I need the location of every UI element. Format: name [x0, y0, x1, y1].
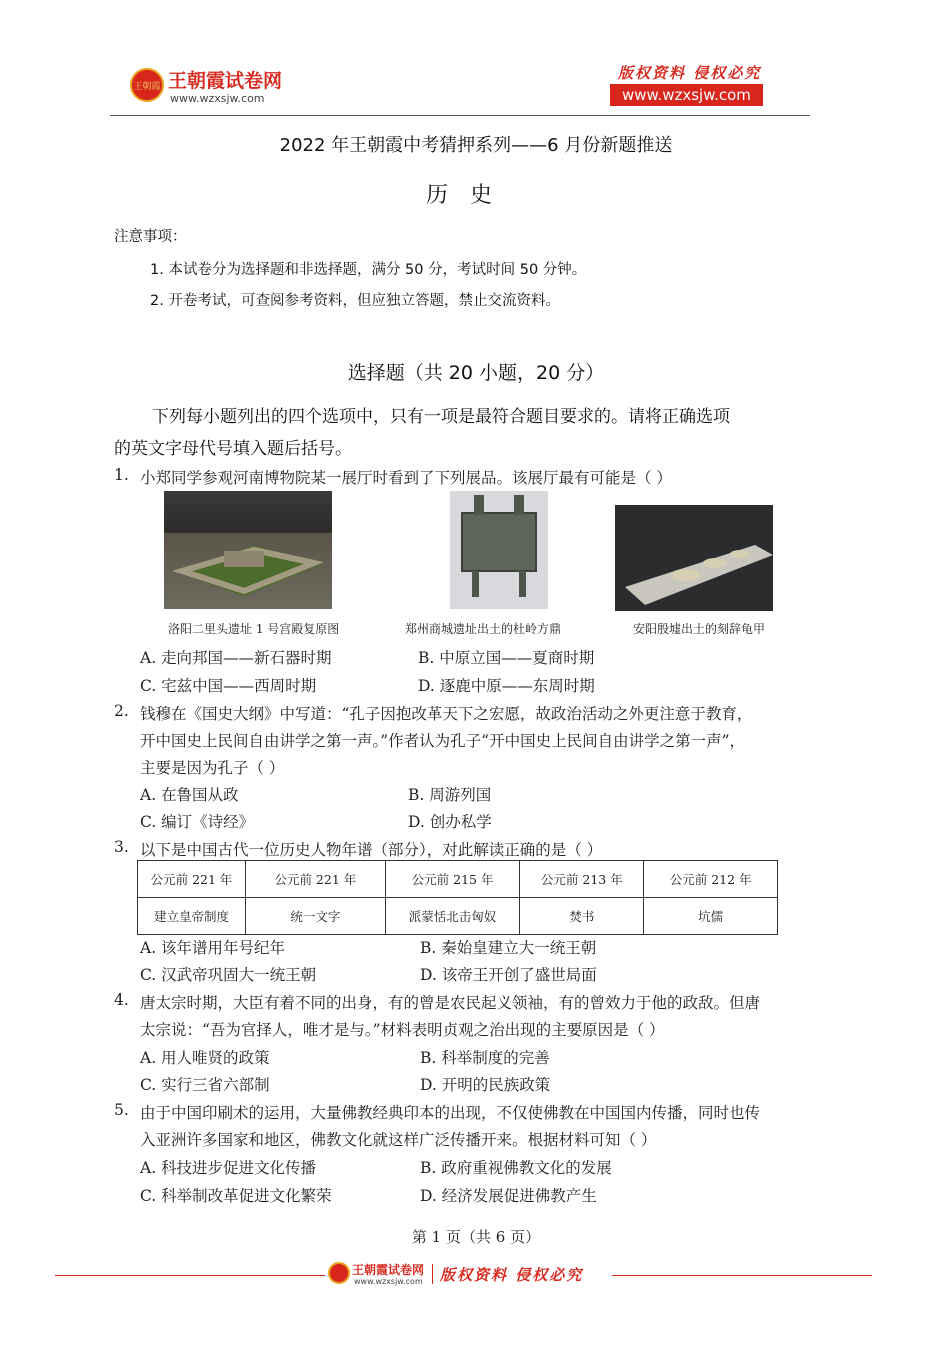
q3-option-c[interactable]: C. 汉武帝巩固大一统王朝 — [140, 966, 317, 984]
q4-option-a[interactable]: A. 用人唯贤的政策 — [140, 1049, 270, 1067]
table-cell: 建立皇帝制度 — [138, 898, 246, 935]
brand-logo — [130, 68, 164, 102]
q1-option-c[interactable]: C. 宅兹中国——西周时期 — [140, 677, 317, 695]
q3-option-d[interactable]: D. 该帝王开创了盛世局面 — [420, 966, 597, 984]
q5-number: 5. — [114, 1101, 129, 1119]
q4-option-d[interactable]: D. 开明的民族政策 — [420, 1076, 551, 1094]
notice-item-1: 1. 本试卷分为选择题和非选择题，满分 50 分，考试时间 50 分钟。 — [150, 262, 587, 278]
brand-url[interactable]: www.wzxsjw.com — [170, 92, 265, 105]
palace-model-image — [164, 491, 332, 609]
header-divider — [110, 115, 810, 116]
q3-option-b[interactable]: B. 秦始皇建立大一统王朝 — [420, 939, 597, 957]
table-row — [138, 861, 778, 898]
intro-line-2: 的英文字母代号填入题后括号。 — [114, 439, 352, 459]
bronze-ding-photo — [450, 491, 548, 609]
page-number: 第 1 页（共 6 页） — [411, 1228, 541, 1246]
q4-option-b[interactable]: B. 科举制度的完善 — [420, 1049, 550, 1067]
q2-option-b[interactable]: B. 周游列国 — [408, 786, 492, 804]
oracle-bone-image — [615, 505, 773, 611]
q4-number: 4. — [114, 991, 129, 1009]
url-badge[interactable]: www.wzxsjw.com — [610, 84, 763, 106]
q3-option-a[interactable]: A. 该年谱用年号纪年 — [140, 939, 286, 957]
chronology-table — [137, 860, 778, 935]
q5-option-b[interactable]: B. 政府重视佛教文化的发展 — [420, 1159, 612, 1177]
table-cell: 公元前 215 年 — [385, 861, 520, 898]
q5-option-d[interactable]: D. 经济发展促进佛教产生 — [420, 1187, 597, 1205]
q2-option-c[interactable]: C. 编订《诗经》 — [140, 813, 255, 831]
q1-option-a[interactable]: A. 走向邦国——新石器时期 — [140, 649, 332, 667]
q5-option-c[interactable]: C. 科举制改革促进文化繁荣 — [140, 1187, 332, 1205]
document-title: 2022 年王朝霞中考猜押系列——6 月份新题推送 — [279, 135, 673, 156]
logo-text: 王朝霞 — [133, 81, 161, 92]
notice-label: 注意事项： — [114, 229, 187, 245]
q2-option-a[interactable]: A. 在鲁国从政 — [140, 786, 239, 804]
q2-line-1: 钱穆在《国史大纲》中写道：“孔子因抱改革天下之宏愿，故政治活动之外更注意于教育， — [140, 705, 753, 723]
subject-heading: 历史 — [426, 183, 515, 208]
q2-option-d[interactable]: D. 创办私学 — [408, 813, 492, 831]
intro-line-1: 下列每小题列出的四个选项中，只有一项是最符合题目要求的。请将正确选项 — [152, 407, 730, 427]
q2-number: 2. — [114, 702, 129, 720]
q1-option-b[interactable]: B. 中原立国——夏商时期 — [418, 649, 595, 667]
q1-caption-1: 洛阳二里头遗址 1 号宫殿复原图 — [168, 622, 340, 636]
table-cell: 公元前 221 年 — [138, 861, 246, 898]
table-cell: 公元前 221 年 — [246, 861, 386, 898]
q4-line-2: 太宗说：“吾为官择人，唯才是与。”材料表明贞观之治出现的主要原因是（ ） — [140, 1021, 665, 1039]
table-cell: 派蒙恬北击匈奴 — [385, 898, 520, 935]
q3-number: 3. — [114, 838, 129, 856]
footer-brand-url[interactable]: www.wzxsjw.com — [354, 1277, 423, 1286]
q1-text: 小郑同学参观河南博物院某一展厅时看到了下列展品。该展厅最有可能是（ ） — [140, 469, 672, 487]
table-cell: 坑儒 — [644, 898, 778, 935]
q1-caption-2: 郑州商城遗址出土的杜岭方鼎 — [405, 622, 562, 636]
q1-option-d[interactable]: D. 逐鹿中原——东周时期 — [418, 677, 595, 695]
q2-line-3: 主要是因为孔子（ ） — [140, 759, 285, 777]
oracle-bone-photo — [615, 505, 773, 611]
palace-model-photo — [164, 491, 332, 609]
footer-line-left — [55, 1275, 325, 1276]
table-cell: 统一文字 — [246, 898, 386, 935]
q4-line-1: 唐太宗时期，大臣有着不同的出身，有的曾是农民起义领袖，有的曾效力于他的政敌。但唐 — [140, 994, 761, 1012]
brand-name: 王朝霞试卷网 — [168, 70, 283, 92]
bronze-ding-image — [450, 491, 548, 609]
table-cell: 公元前 213 年 — [520, 861, 644, 898]
footer-brand-name: 王朝霞试卷网 — [352, 1263, 425, 1277]
footer-logo — [328, 1262, 350, 1284]
footer-slogan: 版权资料 侵权必究 — [440, 1266, 584, 1284]
q3-text: 以下是中国古代一位历史人物年谱（部分），对此解读正确的是（ ） — [140, 841, 603, 859]
table-row — [138, 898, 778, 935]
footer-line-right — [612, 1275, 872, 1276]
copyright-slogan: 版权资料 侵权必究 — [618, 64, 762, 82]
table-cell: 焚书 — [520, 898, 644, 935]
q2-line-2: 开中国史上民间自由讲学之第一声。”作者认为孔子“开中国史上民间自由讲学之第一声”， — [140, 732, 746, 750]
q1-caption-3: 安阳殷墟出土的刻辞龟甲 — [633, 622, 766, 636]
q1-number: 1. — [114, 466, 129, 484]
footer-separator — [432, 1264, 433, 1284]
table-cell: 公元前 212 年 — [644, 861, 778, 898]
q5-line-1: 由于中国印刷术的运用，大量佛教经典印本的出现，不仅使佛教在中国国内传播，同时也传 — [140, 1104, 761, 1122]
q4-option-c[interactable]: C. 实行三省六部制 — [140, 1076, 270, 1094]
q5-option-a[interactable]: A. 科技进步促进文化传播 — [140, 1159, 317, 1177]
section-title: 选择题（共 20 小题，20 分） — [347, 362, 605, 384]
q5-line-2: 入亚洲许多国家和地区，佛教文化就这样广泛传播开来。根据材料可知（ ） — [140, 1131, 657, 1149]
notice-item-2: 2. 开卷考试，可查阅参考资料，但应独立答题，禁止交流资料。 — [150, 293, 560, 309]
